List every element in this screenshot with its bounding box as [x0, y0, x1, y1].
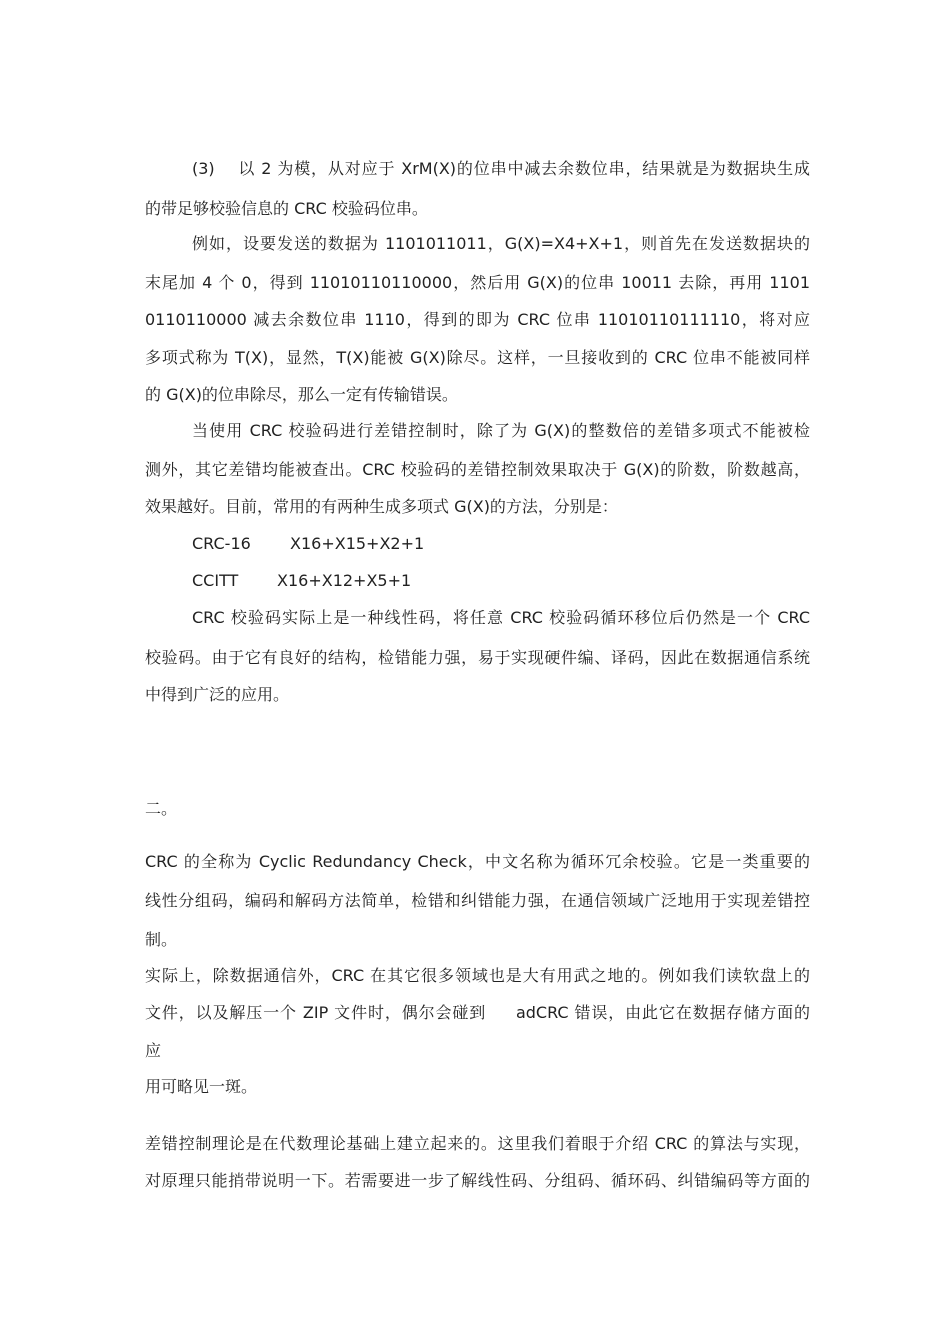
section-heading: 二。	[145, 799, 178, 818]
paragraph-line: 例如，设要发送的数据为 1101011011，G(X)=X4+X+1，则首先在发送数据块的	[192, 234, 810, 253]
paragraph-line: 校验码。由于它有良好的结构，检错能力强，易于实现硬件编、译码，因此在数据通信系统	[145, 648, 810, 667]
polynomial-row	[192, 570, 810, 592]
paragraph-line: 的 G(X)的位串除尽，那么一定有传输错误。	[145, 385, 458, 404]
paragraph-line: CRC 的全称为 Cyclic Redundancy Check，中文名称为循环冗余校验。它是一类重要的	[145, 852, 810, 871]
paragraph-line: CRC 校验码实际上是一种线性码，将任意 CRC 校验码循环移位后仍然是一个 CRC	[192, 608, 810, 627]
paragraph-line: 当使用 CRC 校验码进行差错控制时，除了为 G(X)的整数倍的差错多项式不能被检	[192, 421, 810, 440]
polynomial-name: CCITT	[192, 571, 239, 590]
paragraph-line: 多项式称为 T(X)，显然，T(X)能被 G(X)除尽。这样，一旦接收到的 CRC 位串不能被同样	[145, 348, 810, 367]
paragraph-line: 实际上，除数据通信外，CRC 在其它很多领域也是大有用武之地的。例如我们读软盘上的	[145, 966, 810, 985]
paragraph-line: 测外，其它差错均能被查出。CRC 校验码的差错控制效果取决于 G(X)的阶数，阶数越高，	[145, 460, 810, 479]
paragraph-line: 的带足够校验信息的 CRC 校验码位串。	[145, 199, 428, 218]
paragraph-line: 效果越好。目前，常用的有两种生成多项式 G(X)的方法，分别是：	[145, 497, 618, 516]
paragraph-line: 制。	[145, 930, 178, 949]
paragraph-line: 文件，以及解压一个 ZIP 文件时，偶尔会碰到 adCRC 错误，由此它在数据存储方面的	[145, 1003, 810, 1022]
polynomial-name: CRC-16	[192, 534, 251, 553]
paragraph-line: 中得到广泛的应用。	[145, 685, 290, 704]
paragraph-line: 差错控制理论是在代数理论基础上建立起来的。这里我们着眼于介绍 CRC 的算法与实现，	[145, 1134, 810, 1153]
paragraph-line: 0110110000 减去余数位串 1110，得到的即为 CRC 位串 11010110111110，将对应	[145, 310, 810, 329]
polynomial-expression: X16+X12+X5+1	[277, 571, 412, 590]
polynomial-row	[192, 533, 810, 555]
paragraph-line: 用可略见一斑。	[145, 1077, 258, 1096]
paragraph-line: 末尾加 4 个 0，得到 11010110110000，然后用 G(X)的位串 10011 去除，再用 1101	[145, 273, 810, 292]
paragraph-line: 应	[145, 1041, 162, 1060]
paragraph-line: 线性分组码，编码和解码方法简单，检错和纠错能力强，在通信领域广泛地用于实现差错控	[145, 891, 810, 910]
polynomial-expression: X16+X15+X2+1	[290, 534, 425, 553]
paragraph-line: 对原理只能捎带说明一下。若需要进一步了解线性码、分组码、循环码、纠错编码等方面的	[145, 1171, 810, 1190]
paragraph-line: (3) 以 2 为模，从对应于 XrM(X)的位串中减去余数位串，结果就是为数据块生成	[192, 159, 810, 178]
